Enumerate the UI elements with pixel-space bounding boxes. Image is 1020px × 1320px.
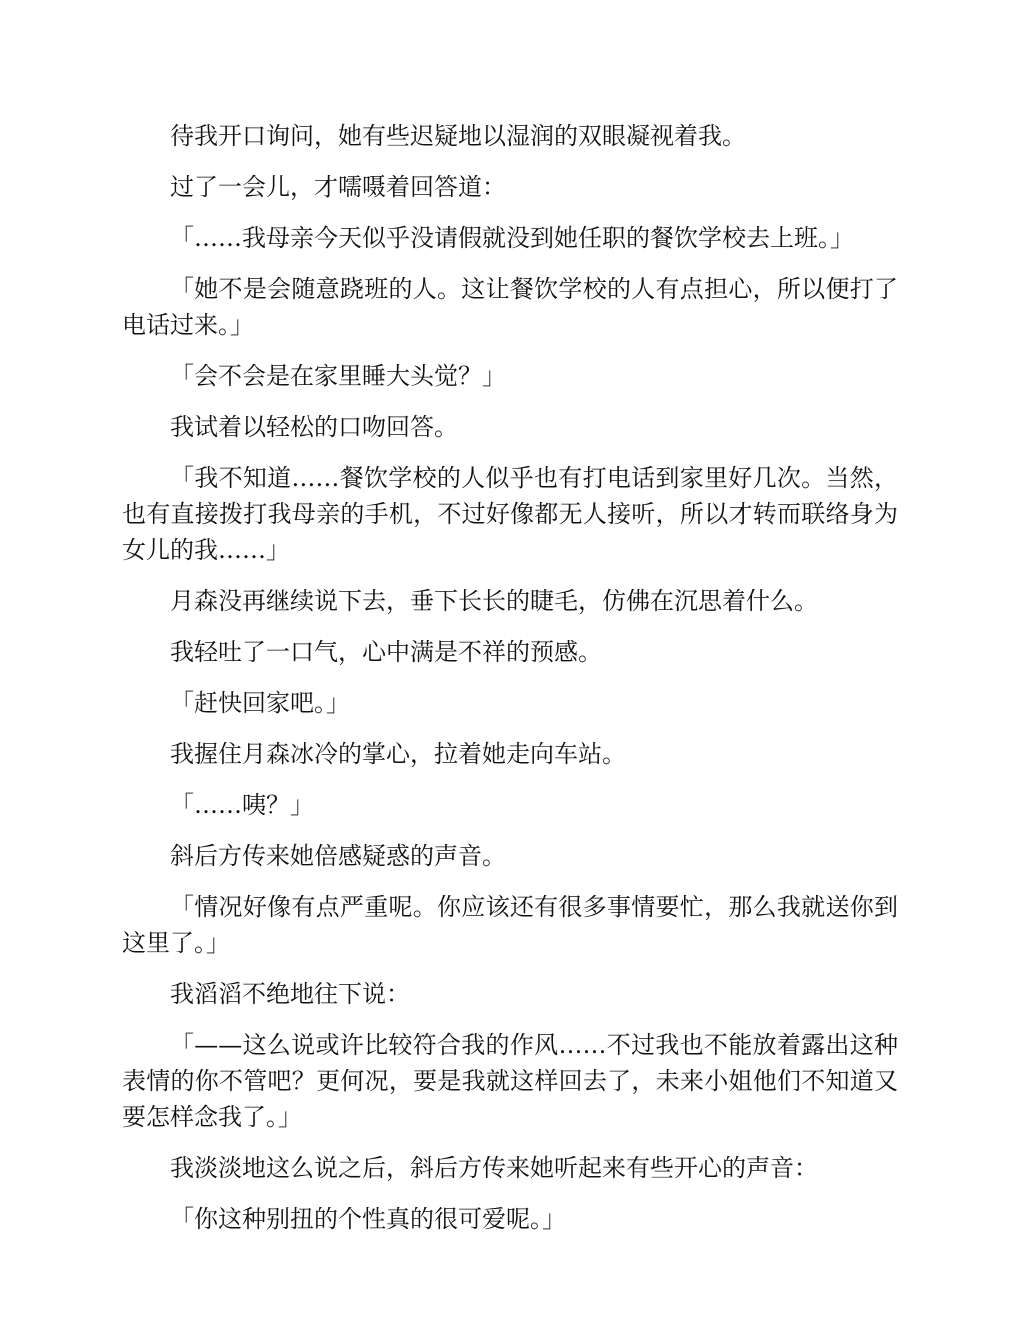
body-text [122, 118, 898, 1252]
paragraph: 斜后方传来她倍感疑惑的声音。 [170, 842, 506, 870]
paragraph: 我淡淡地这么说之后，斜后方传来她听起来有些开心的声音： [170, 1154, 818, 1182]
paragraph: 「情况好像有点严重呢。你应该还有很多事情要忙，那么我就送你到这里了。」 [122, 893, 898, 957]
paragraph: 月森没再继续说下去，垂下长长的睫毛，仿佛在沉思着什么。 [170, 587, 818, 615]
paragraph: 「她不是会随意跷班的人。这让餐饮学校的人有点担心，所以便打了电话过来。」 [122, 275, 898, 339]
paragraph: 「会不会是在家里睡大头觉？」 [170, 362, 506, 390]
paragraph: 「我不知道……餐饮学校的人似乎也有打电话到家里好几次。当然，也有直接拨打我母亲的手机，不过好像都无人接听，所以才转而联络身为女儿的我……」 [122, 464, 898, 564]
paragraph: 「……咦？」 [170, 791, 314, 819]
paragraph: 我轻吐了一口气，心中满是不祥的预感。 [170, 638, 602, 666]
paragraph: 我试着以轻松的口吻回答。 [170, 413, 458, 441]
paragraph: 「你这种别扭的个性真的很可爱呢。」 [170, 1205, 566, 1233]
paragraph: 「……我母亲今天似乎没请假就没到她任职的餐饮学校去上班。」 [170, 224, 854, 252]
paragraph: 「赶快回家吧。」 [170, 689, 350, 717]
paragraph: 待我开口询问，她有些迟疑地以湿润的双眼凝视着我。 [170, 122, 746, 150]
paragraph: 「——这么说或许比较符合我的作风……不过我也不能放着露出这种表情的你不管吧？更何况，要是我就这样回去了，未来小姐他们不知道又要怎样念我了。」 [122, 1031, 898, 1131]
paragraph: 我握住月森冰冷的掌心，拉着她走向车站。 [170, 740, 626, 768]
paragraph: 过了一会儿，才嚅嗫着回答道： [170, 173, 506, 201]
paragraph: 我滔滔不绝地往下说： [170, 980, 410, 1008]
